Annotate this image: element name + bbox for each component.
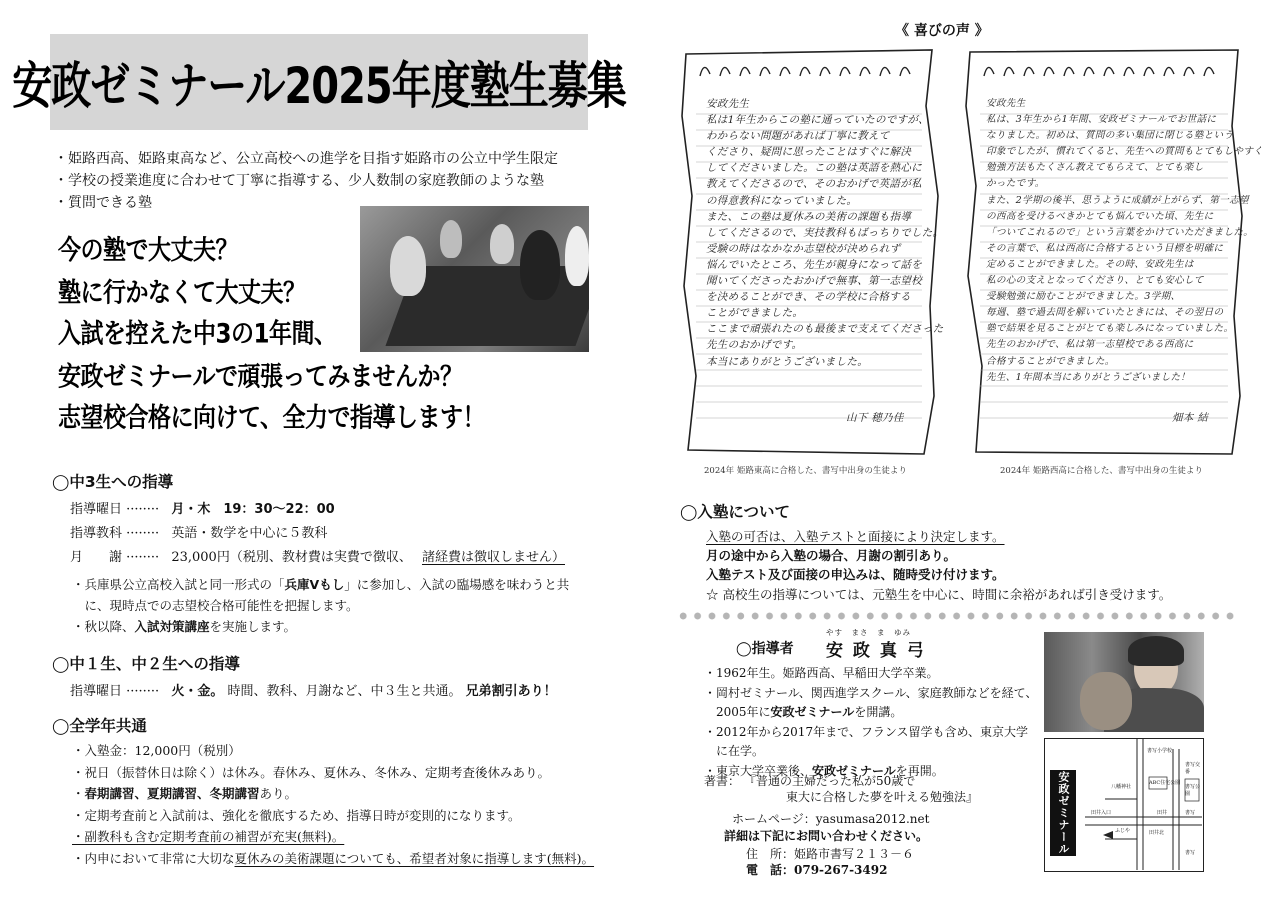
map-place: 書写 — [1185, 850, 1196, 856]
letter-card-2 — [962, 46, 1264, 458]
book-label: 著書： — [704, 774, 741, 788]
catch-copy — [58, 230, 485, 440]
admission-note: ☆ 高校生の指導については、元塾生を中心に、時間に余裕があれば引き受けます。 — [706, 587, 1172, 602]
grade12-day-row — [70, 680, 557, 699]
page-title: 安政ゼミナール2025年度塾生募集 — [12, 57, 626, 116]
profile-item: に在学。 — [704, 744, 765, 758]
map-place: 田井入口 — [1091, 810, 1112, 816]
grade3-subject-label: 指導教科 ········ — [70, 526, 160, 541]
grade3-day-value: 月・木 19：30〜22：00 — [171, 502, 335, 517]
map-place: 書写交番 — [1185, 762, 1201, 775]
grade3-heading: ◯中3生への指導 — [52, 473, 174, 491]
letter-2-signature: 畑本 結 — [1172, 412, 1209, 424]
letter-1-signature: 山下 穂乃佳 — [846, 412, 904, 424]
common-item: ・入塾金：12,000円（税別） — [72, 743, 241, 758]
feature-list — [54, 148, 614, 214]
letter-2-caption: 2024年 姫路西高に合格した、書写中出身の生徒より — [1000, 466, 1203, 476]
grade3-fee-value: 23,000円（税別、教材費は実費で徴収、 — [171, 550, 412, 565]
catch-line: 志望校合格に向けて、全力で指導します！ — [58, 403, 486, 434]
dotted-divider — [676, 610, 1236, 622]
teacher-profile — [704, 664, 1037, 781]
feature-item: ・姫路西高、姫路東高など、公立高校への進学を目指す姫路市の公立中学生限定 — [54, 151, 558, 167]
profile-item: 2005年に安政ゼミナールを開講。 — [704, 705, 903, 719]
common-item: ・祝日（振替休日は除く）は休み。春休み、夏休み、冬休み、定期考査後休みあり。 — [72, 764, 551, 780]
admission-line: 月の途中から入塾の場合、月謝の割引あり。 — [706, 548, 957, 563]
map-place: ABC住宅公園 — [1149, 780, 1181, 786]
common-heading: ◯全学年共通 — [52, 717, 147, 735]
grade12-heading: ◯中１生、中２生への指導 — [52, 655, 240, 673]
teacher-name-ruby: やす まさ ま ゆみ — [826, 628, 911, 637]
grade3-note: ・兵庫県公立高校入試と同一形式の「兵庫Vもし」に参加し、入試の臨場感を味わうと共 — [72, 577, 570, 592]
map-place: 田井 — [1157, 810, 1168, 816]
address: 住 所：姫路市書写２１３－６ — [746, 847, 915, 861]
grade3-fee-row — [70, 546, 565, 565]
feature-item: ・学校の授業進度に合わせて丁寧に指導する、少人数制の家庭教師のような塾 — [54, 173, 544, 189]
phone-number[interactable]: 電 話：079-267-3492 — [746, 863, 888, 877]
grade12-day-label: 指導曜日 ········ — [70, 684, 160, 699]
letter-1-caption: 2024年 姫路東高に合格した、書写中出身の生徒より — [704, 466, 907, 476]
title-banner — [12, 34, 626, 130]
book-title-1: 『普通の主婦だった私が50歳で — [744, 774, 916, 788]
common-item: ・春期講習、夏期講習、冬期講習あり。 — [72, 786, 298, 801]
map-place: 八幡神社 — [1111, 784, 1132, 790]
contact-prompt: 詳細は下記にお問い合わせください。 — [724, 829, 929, 843]
common-item: ・定期考査前と入試前は、強化を徹底するため、指導日時が変則的になります。 — [72, 807, 521, 823]
teacher-name: 安 政 真 弓 — [826, 641, 926, 661]
sibling-discount: 兄弟割引あり！ — [465, 684, 557, 699]
grade3-subject-row — [70, 522, 327, 541]
grade12-rest: 時間、教科、月謝など、中３生と共通。 — [227, 684, 462, 699]
catch-line: 安政ゼミナールで頑張ってみませんか？ — [58, 361, 463, 392]
map-place: 書写 — [1185, 810, 1196, 816]
map-place: ふじや — [1115, 828, 1131, 834]
profile-item: ・岡村ゼミナール、関西進学スクール、家庭教師などを経て、 — [704, 685, 1038, 700]
grade3-note: に、現時点での志望校合格可能性を把握します。 — [72, 598, 359, 613]
map-place: 書写小学校 — [1147, 748, 1173, 754]
catch-line: 入試を控えた中3の1年間、 — [58, 319, 337, 350]
grade3-fee-label: 月 謝 ········ — [70, 550, 160, 565]
teacher-heading: ◯指導者 — [736, 641, 794, 657]
profile-item: ・2012年から2017年まで、フランス留学も含め、東京大学 — [704, 724, 1029, 739]
common-list — [72, 740, 594, 869]
map-school-label: 安政ゼミナール — [1050, 770, 1076, 856]
feature-item: ・質問できる塾 — [54, 195, 152, 211]
letter-2-text: 安政先生 私は、3年生から1年間、安政ゼミナールでお世話に なりました。初めは、質問の多い集団に閉じる塾という 印象でしたが、慣れてくると、先生への質問もとてもしやすく 勉強方法もたくさん教えてもらえて、とても楽し かったです。 また、2学期の後半、思うように成績が上がらず、第一志望 の西高を受けるべきかとても悩んでいた頃、先生に 「ついてこれるので」という言葉をかけていただきました。 その言葉で、私は西高に合格するという目標を明確に 定めることができました。その時、安政先生は 私の心の支えとなってくださり、とても安心して 受験勉強に励むことができました。3学期、 毎週、塾で過去問を解いていたときには、その翌日の 塾で結果を見ることがとても楽しみになっていました。 先生のおかげで、私は第一志望校である西高に 合格することができました。 先生、1年間本当にありがとうございました！ — [986, 98, 1264, 383]
teacher-photo — [1044, 632, 1204, 732]
profile-item: ・1962年生。姫路西高、早稲田大学卒業。 — [704, 666, 939, 680]
admission-heading: ◯入塾について — [680, 503, 791, 521]
grade12-day-value: 火・金。 — [171, 684, 224, 699]
common-item: ・内申において非常に大切な夏休みの美術課題についても、希望者対象に指導します(無料)。 — [72, 850, 595, 866]
common-item: ・副教科も含む定期考査前の補習が充実(無料)。 — [72, 829, 345, 844]
grade3-day-label: 指導曜日 ········ — [70, 502, 160, 517]
grade3-fee-note: 諸経費は徴収しません） — [421, 550, 565, 565]
homepage-link[interactable]: ホームページ：yasumasa2012.net — [732, 812, 930, 826]
map-place: 書写公園 — [1185, 784, 1201, 797]
admission-line: 入塾の可否は、入塾テストと面接により決定します。 — [706, 529, 1005, 544]
letter-1-text: 安政先生 私は1年生からこの塾に通っていたのですが、 わからない問題があれば丁寧に教えて くださり、疑問に思ったことはすぐに解決 してくださいました。この塾は英語を熱心に 教えてくださるので、そのおかげで英語が私 の得意教科になっていました。 また、この塾は夏休みの美術の課題も指導 してくださるので、実技教科もばっちりでした。 受験の時はなかなか志望校が決められず 悩んでいたところ、先生が親身になって話を 聞いてくださったおかげで無事、第一志望校 を決めることができ、その学校に合格する ことができました。 ここまで頑張れたのも最後まで支えてくださった 先生のおかげです。 本当にありがとうございました。 — [706, 98, 944, 368]
grade3-subject-value: 英語・数学を中心に５教科 — [171, 526, 328, 541]
voices-heading: 《 喜びの声 》 — [895, 23, 989, 39]
map-place: 田井北 — [1149, 830, 1165, 836]
grade3-note: ・秋以降、入試対策講座を実施します。 — [72, 619, 297, 634]
profile-item: ・東京大学卒業後、安政ゼミナールを再開。 — [704, 763, 944, 778]
admission-line: 入塾テスト及び面接の申込みは、随時受け付けます。 — [706, 567, 1005, 582]
grade3-day-row — [70, 498, 335, 517]
catch-line: 今の塾で大丈夫？ — [58, 235, 238, 266]
catch-line: 塾に行かなくて大丈夫？ — [58, 277, 306, 308]
letter-card-1 — [676, 46, 942, 458]
book-title-2: 東大に合格した夢を叶える勉強法』 — [786, 790, 979, 804]
grade3-notes — [72, 574, 569, 637]
